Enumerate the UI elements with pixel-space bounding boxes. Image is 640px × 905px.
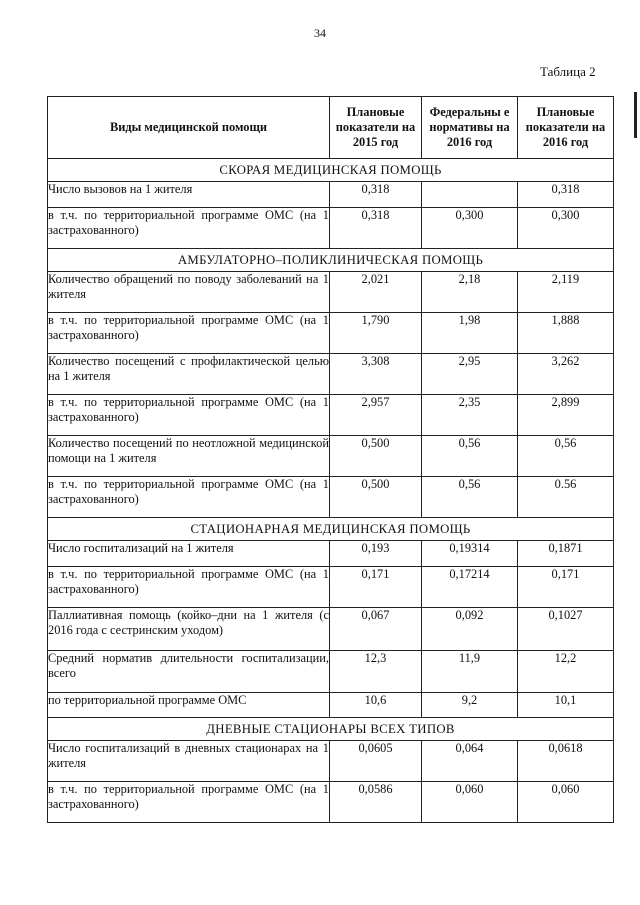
cell-plan-2015: 12,3 bbox=[330, 651, 422, 693]
cell-plan-2015: 10,6 bbox=[330, 693, 422, 718]
cell-fed-2016: 0,060 bbox=[422, 782, 518, 823]
cell-fed-2016: 9,2 bbox=[422, 693, 518, 718]
cell-fed-2016: 1,98 bbox=[422, 313, 518, 354]
table-body bbox=[48, 159, 614, 823]
cell-plan-2016: 0,1871 bbox=[518, 541, 614, 567]
row-label: Число госпитализаций в дневных стационарах на 1 жителя bbox=[48, 741, 330, 782]
cell-plan-2015: 2,957 bbox=[330, 395, 422, 436]
cell-plan-2016: 0,171 bbox=[518, 567, 614, 608]
row-label: Число вызовов на 1 жителя bbox=[48, 182, 330, 208]
table-row bbox=[48, 651, 614, 693]
cell-plan-2016: 10,1 bbox=[518, 693, 614, 718]
row-label: в т.ч. по территориальной программе ОМС (на 1 застрахованного) bbox=[48, 313, 330, 354]
section-title: СТАЦИОНАРНАЯ МЕДИЦИНСКАЯ ПОМОЩЬ bbox=[48, 518, 614, 541]
cell-plan-2015: 0,318 bbox=[330, 182, 422, 208]
cell-fed-2016: 0,19314 bbox=[422, 541, 518, 567]
row-label: в т.ч. по территориальной программе ОМС (на 1 застрахованного) bbox=[48, 782, 330, 823]
table-row bbox=[48, 693, 614, 718]
row-label: Количество посещений с профилактической целью на 1 жителя bbox=[48, 354, 330, 395]
table-row bbox=[48, 272, 614, 313]
table-row bbox=[48, 436, 614, 477]
cell-fed-2016: 2,35 bbox=[422, 395, 518, 436]
cell-plan-2016: 0,060 bbox=[518, 782, 614, 823]
cell-plan-2015: 0,171 bbox=[330, 567, 422, 608]
row-label: Количество обращений по поводу заболеваний на 1 жителя bbox=[48, 272, 330, 313]
row-label: Число госпитализаций на 1 жителя bbox=[48, 541, 330, 567]
cell-fed-2016: 11,9 bbox=[422, 651, 518, 693]
cell-plan-2015: 1,790 bbox=[330, 313, 422, 354]
cell-plan-2016: 0,0618 bbox=[518, 741, 614, 782]
cell-plan-2016: 0,56 bbox=[518, 436, 614, 477]
row-label: в т.ч. по территориальной программе ОМС (на 1 застрахованного) bbox=[48, 395, 330, 436]
table-row bbox=[48, 741, 614, 782]
cell-fed-2016: 0,17214 bbox=[422, 567, 518, 608]
cell-fed-2016: 2,18 bbox=[422, 272, 518, 313]
cell-plan-2015: 0,067 bbox=[330, 608, 422, 651]
table-caption: Таблица 2 bbox=[540, 64, 596, 79]
cell-fed-2016: 0,56 bbox=[422, 477, 518, 518]
cell-plan-2015: 0,0605 bbox=[330, 741, 422, 782]
cell-plan-2015: 0,0586 bbox=[330, 782, 422, 823]
cell-plan-2016: 1,888 bbox=[518, 313, 614, 354]
data-table bbox=[47, 96, 614, 823]
row-label: Паллиативная помощь (койко–дни на 1 жителя (с 2016 года с сестринским уходом) bbox=[48, 608, 330, 651]
table-row bbox=[48, 208, 614, 249]
cell-plan-2015: 0,318 bbox=[330, 208, 422, 249]
header-fed-2016: Федеральны е нормативы на 2016 год bbox=[422, 97, 518, 159]
cell-plan-2016: 2,119 bbox=[518, 272, 614, 313]
section-title: СКОРАЯ МЕДИЦИНСКАЯ ПОМОЩЬ bbox=[48, 159, 614, 182]
table-row bbox=[48, 477, 614, 518]
cell-fed-2016: 0,092 bbox=[422, 608, 518, 651]
table-row bbox=[48, 313, 614, 354]
row-label: в т.ч. по территориальной программе ОМС (на 1 застрахованного) bbox=[48, 567, 330, 608]
cell-plan-2016: 3,262 bbox=[518, 354, 614, 395]
cell-plan-2015: 0,500 bbox=[330, 477, 422, 518]
cell-plan-2015: 0,500 bbox=[330, 436, 422, 477]
page-number: 34 bbox=[314, 26, 326, 40]
cell-plan-2016: 0,300 bbox=[518, 208, 614, 249]
table-row bbox=[48, 567, 614, 608]
header-type: Виды медицинской помощи bbox=[48, 97, 330, 159]
section-title: ДНЕВНЫЕ СТАЦИОНАРЫ ВСЕХ ТИПОВ bbox=[48, 718, 614, 741]
table-row bbox=[48, 354, 614, 395]
cell-plan-2015: 2,021 bbox=[330, 272, 422, 313]
cell-plan-2016: 0,318 bbox=[518, 182, 614, 208]
cell-plan-2016: 0,1027 bbox=[518, 608, 614, 651]
cell-plan-2016: 2,899 bbox=[518, 395, 614, 436]
row-label: в т.ч. по территориальной программе ОМС (на 1 застрахованного) bbox=[48, 208, 330, 249]
row-label: Количество посещений по неотложной медицинской помощи на 1 жителя bbox=[48, 436, 330, 477]
table-row bbox=[48, 182, 614, 208]
cell-plan-2016: 0.56 bbox=[518, 477, 614, 518]
cell-fed-2016: 0,56 bbox=[422, 436, 518, 477]
table-row bbox=[48, 395, 614, 436]
cell-fed-2016: 0,064 bbox=[422, 741, 518, 782]
cell-plan-2016: 12,2 bbox=[518, 651, 614, 693]
header-plan-2016: Плановые показатели на 2016 год bbox=[518, 97, 614, 159]
table-row bbox=[48, 608, 614, 651]
header-plan-2015: Плановые показатели на 2015 год bbox=[330, 97, 422, 159]
section-title: АМБУЛАТОРНО–ПОЛИКЛИНИЧЕСКАЯ ПОМОЩЬ bbox=[48, 249, 614, 272]
table-row bbox=[48, 782, 614, 823]
cell-fed-2016: 2,95 bbox=[422, 354, 518, 395]
page-edge-mark bbox=[634, 92, 637, 138]
cell-fed-2016 bbox=[422, 182, 518, 208]
table-row bbox=[48, 541, 614, 567]
header-row bbox=[48, 97, 614, 159]
row-label: по территориальной программе ОМС bbox=[48, 693, 330, 718]
cell-fed-2016: 0,300 bbox=[422, 208, 518, 249]
cell-plan-2015: 0,193 bbox=[330, 541, 422, 567]
row-label: Средний норматив длительности госпитализации, всего bbox=[48, 651, 330, 693]
cell-plan-2015: 3,308 bbox=[330, 354, 422, 395]
row-label: в т.ч. по территориальной программе ОМС (на 1 застрахованного) bbox=[48, 477, 330, 518]
